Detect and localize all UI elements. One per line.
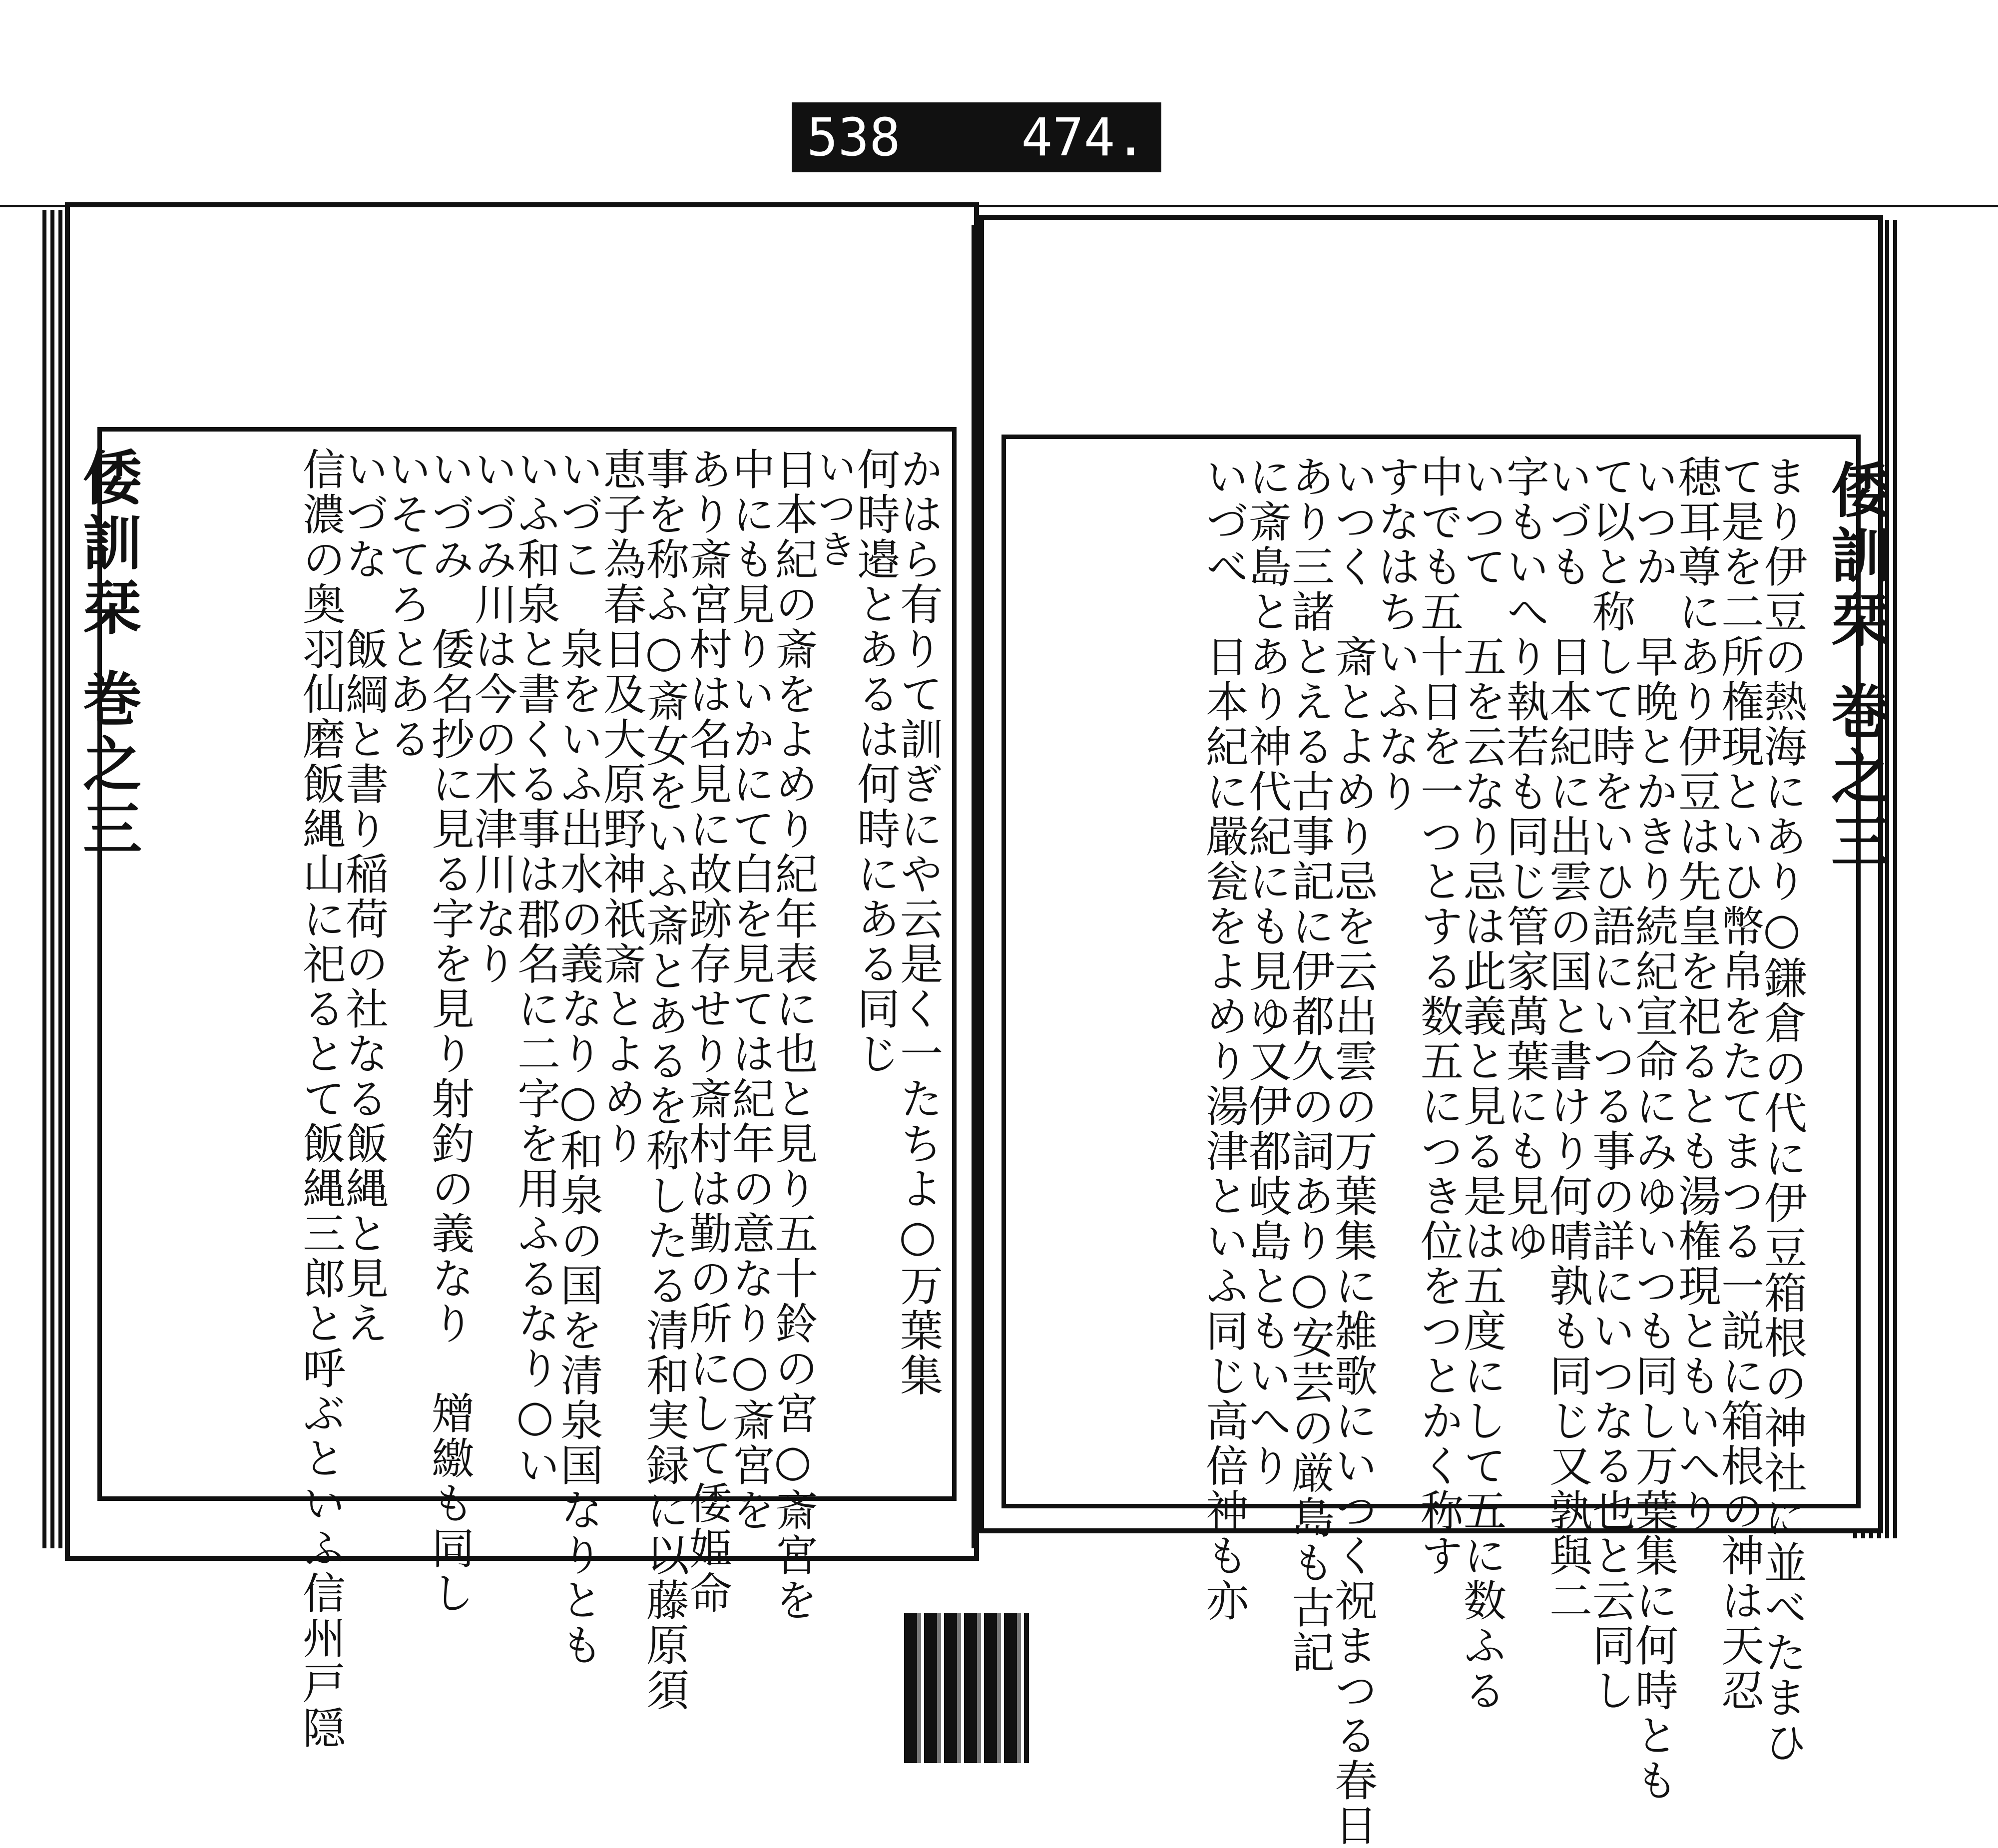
catalog-number-right: 474. bbox=[1021, 107, 1146, 168]
text-column: いつて 五を云なり忌は此義と見る是は五度にして五に数ふる bbox=[1456, 455, 1506, 1713]
text-column: 信濃の奥羽仙磨飯縄山に祀るとて飯縄三郎と呼ぶといふ信州戸隠 bbox=[295, 447, 345, 1751]
text-column: て以と称して時をいひ語にいつる事の詳にいつなる也と云同し bbox=[1585, 455, 1635, 1713]
right-page bbox=[979, 215, 1891, 1848]
text-column: 穂耳尊にあり伊豆は先皇を祀るとも湯権現ともいへり bbox=[1671, 455, 1721, 1533]
text-column: かはら有りて訓ぎにや云是く一たちよ○万葉集 bbox=[893, 447, 943, 1398]
text-column: 字もいへり執若も同じ管家萬葉にも見ゆ bbox=[1499, 455, 1549, 1264]
text-column: いづべ 日本紀に嚴瓮をよめり湯津といふ同じ高倍神も亦 bbox=[1198, 455, 1248, 1623]
book-gutter bbox=[972, 225, 979, 1548]
right-page-running-title: 倭訓栞 巻之三 bbox=[1821, 460, 1891, 876]
text-column: あり三諸とえる古事記に伊都久の詞あり○安芸の厳島も古記 bbox=[1284, 455, 1334, 1675]
text-column: 日本紀の斎をよめり紀年表に也と見り五十鈴の宮○斎宮を bbox=[768, 447, 818, 1623]
text-column: いつく 斎とよめり忌を云出雲の万葉集に雑歌にいつく祝まつる春日 bbox=[1327, 455, 1377, 1848]
text-column: 何時邉とあるは何時にある同じ bbox=[850, 447, 900, 1076]
text-column: いづも 日本紀に出雲の国と書けり何晴孰も同じ又孰與二 bbox=[1542, 455, 1592, 1623]
text-column: 中にも見りいかにて白を見ては紀年の意なり○斎宮を bbox=[725, 447, 775, 1533]
left-page-running-title: 倭訓栞 巻之三 bbox=[73, 447, 142, 864]
left-text-columns bbox=[220, 447, 943, 1751]
text-column: いつか 早晩とかきり続紀宣命にみゆいつも同し万葉集に何時とも bbox=[1628, 455, 1678, 1803]
text-column: 中でも五十日を一つとする数五につき位をつとかく称す bbox=[1413, 455, 1463, 1578]
spine-shadow bbox=[904, 1613, 1029, 1763]
text-column: いふ和泉と書くる事は郡名に二字を用ふるなり○い bbox=[510, 447, 560, 1488]
text-column: すなはちいふなり bbox=[1370, 455, 1420, 814]
catalog-number-tag bbox=[792, 102, 1161, 172]
text-column: いづな 飯綱と書り稲荷の社なる飯縄と見え bbox=[338, 447, 388, 1346]
right-text-columns bbox=[1024, 455, 1807, 1848]
text-column: いづみ 倭名抄に見る字を見り射釣の義なり 矰繳も同し bbox=[424, 447, 474, 1616]
text-column: 事を称ふ○斎女をいふ斎とあるを称したる清和実録に以藤原須 bbox=[639, 447, 689, 1713]
text-column: まり伊豆の熱海にあり○鎌倉の代に伊豆箱根の神社に並べたまひ bbox=[1757, 455, 1807, 1765]
text-column: て是を二所権現といひ幣帛をたてまつる一説に箱根の神は天忍 bbox=[1714, 455, 1764, 1713]
entry-heading: いつき bbox=[811, 447, 856, 570]
left-page bbox=[65, 202, 979, 1751]
text-column: いそてろとある bbox=[381, 447, 431, 762]
text-column: いづこ 泉をいふ出水の義なり○和泉の国を清泉国なりとも bbox=[553, 447, 603, 1668]
catalog-number-left: 538 bbox=[807, 107, 901, 168]
text-column: に斎島とあり神代紀にも見ゆ又伊都岐島ともいへり bbox=[1241, 455, 1291, 1488]
text-column: いづみ川は今の木津川なり bbox=[467, 447, 517, 986]
text-column: 恵子為春日及大原野神祇斎とよめり bbox=[596, 447, 646, 1166]
text-column: あり斎宮村は名見に故跡存せり斎村は勤の所にして倭姫命 bbox=[682, 447, 732, 1616]
